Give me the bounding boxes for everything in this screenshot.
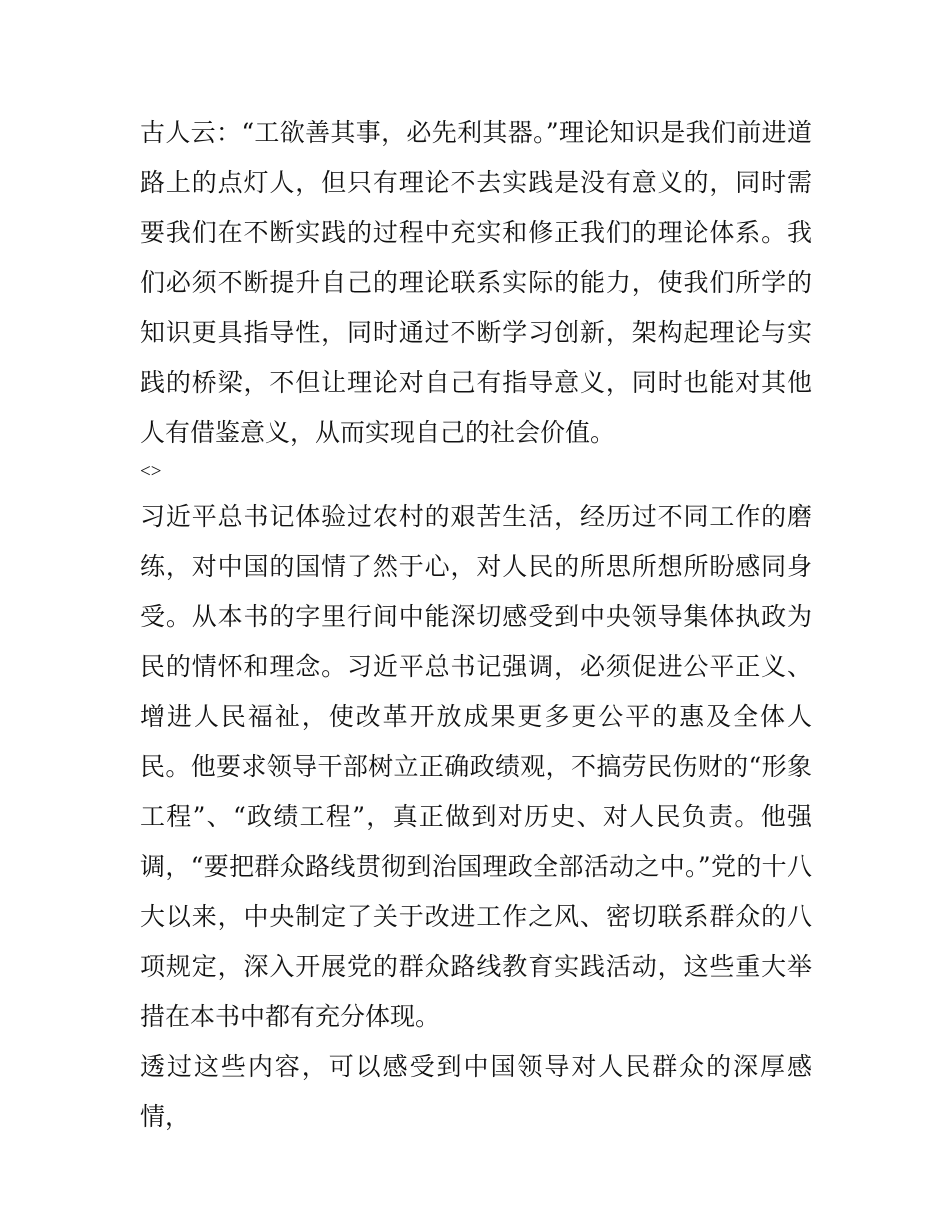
section-marker: <> xyxy=(140,461,162,482)
document-body xyxy=(140,108,812,1142)
paragraph-xi-jinping: 习近平总书记体验过农村的艰苦生活，经历过不同工作的磨练，对中国的国情了然于心，对人民的所思所想所盼感同身受。从本书的字里行间中能深切感受到中央领导集体执政为民的情怀和理念。习近平总书记强调，必须促进公平正义、增进人民福祉，使改革开放成果更多更公平的惠及全体人民。他要求领导干部树立正确政绩观，不搞劳民伤财的“形象工程”、“政绩工程”，真正做到对历史、对人民负责。他强调，“要把群众路线贯彻到治国理政全部活动之中。”党的十八大以来，中央制定了关于改进工作之风、密切联系群众的八项规定，深入开展党的群众路线教育实践活动，这些重大举措在本书中都有充分体现。 xyxy=(140,502,812,1031)
paragraph-theory-practice: 古人云：“工欲善其事，必先利其器。”理论知识是我们前进道路上的点灯人，但只有理论不去实践是没有意义的，同时需要我们在不断实践的过程中充实和修正我们的理论体系。我们必须不断提升自己的理论联系实际的能力，使我们所学的知识更具指导性，同时通过不断学习创新，架构起理论与实践的桥梁，不但让理论对自己有指导意义，同时也能对其他人有借鉴意义，从而实现自己的社会价值。 xyxy=(140,118,812,447)
paragraph-conclusion: 透过这些内容，可以感受到中国领导对人民群众的深厚感情， xyxy=(140,1052,812,1131)
